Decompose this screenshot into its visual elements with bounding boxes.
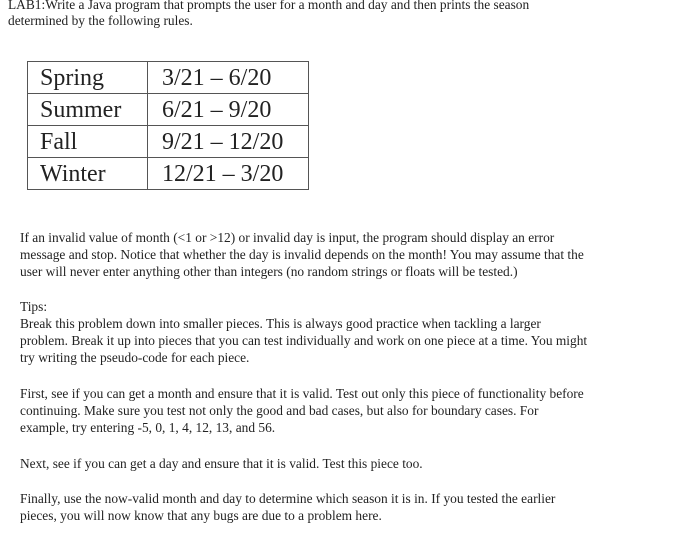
paragraph-line: Next, see if you can get a day and ensure that it is valid. Test this piece too. bbox=[20, 456, 423, 471]
tips-heading: Tips: bbox=[20, 299, 48, 314]
paragraph-line: message and stop. Notice that whether the day is invalid depends on the month! You may assume that the bbox=[20, 247, 584, 262]
season-row-summer bbox=[28, 94, 309, 126]
paragraph-line: pieces, you will now know that any bugs are due to a problem here. bbox=[20, 508, 382, 523]
season-name: Summer bbox=[28, 94, 148, 126]
paragraph-line: If an invalid value of month (<1 or >12) or invalid day is input, the program should display an error bbox=[20, 230, 555, 245]
paragraph-line: Finally, use the now-valid month and day to determine which season it is in. If you tested the earlier bbox=[20, 491, 556, 506]
paragraph-line: example, try entering -5, 0, 1, 4, 12, 13, and 56. bbox=[20, 420, 276, 435]
season-name: Spring bbox=[28, 62, 148, 94]
paragraph-line: try writing the pseudo-code for each piece. bbox=[20, 350, 250, 365]
paragraph-line: problem. Break it up into pieces that you can test individually and work on one piece at a time. You might bbox=[20, 333, 588, 348]
paragraph-line: continuing. Make sure you test not only the good and bad cases, but also for boundary cases. For bbox=[20, 403, 539, 418]
season-range: 6/21 – 9/20 bbox=[148, 94, 309, 126]
paragraph-line: Break this problem down into smaller pieces. This is always good practice when tackling a larger bbox=[20, 316, 541, 331]
season-range: 3/21 – 6/20 bbox=[148, 62, 309, 94]
season-range: 9/21 – 12/20 bbox=[148, 126, 309, 158]
season-name: Fall bbox=[28, 126, 148, 158]
final-step-paragraph bbox=[20, 490, 660, 524]
paragraph-line: user will never enter anything other than integers (no random strings or floats will be tested.) bbox=[20, 264, 518, 279]
lab-title bbox=[8, 0, 608, 29]
invalid-input-paragraph bbox=[20, 229, 660, 280]
season-name: Winter bbox=[28, 158, 148, 190]
next-step-paragraph bbox=[20, 455, 660, 472]
tips-paragraph bbox=[20, 298, 660, 366]
season-row-fall bbox=[28, 126, 309, 158]
first-step-paragraph bbox=[20, 385, 660, 436]
season-table bbox=[27, 61, 309, 190]
paragraph-line: First, see if you can get a month and ensure that it is valid. Test out only this piece of functionality before bbox=[20, 386, 584, 401]
season-row-spring bbox=[28, 62, 309, 94]
title-line-2: determined by the following rules. bbox=[8, 13, 193, 28]
season-range: 12/21 – 3/20 bbox=[148, 158, 309, 190]
title-line-1: LAB1:Write a Java program that prompts the user for a month and day and then prints the season bbox=[8, 0, 530, 12]
season-row-winter bbox=[28, 158, 309, 190]
